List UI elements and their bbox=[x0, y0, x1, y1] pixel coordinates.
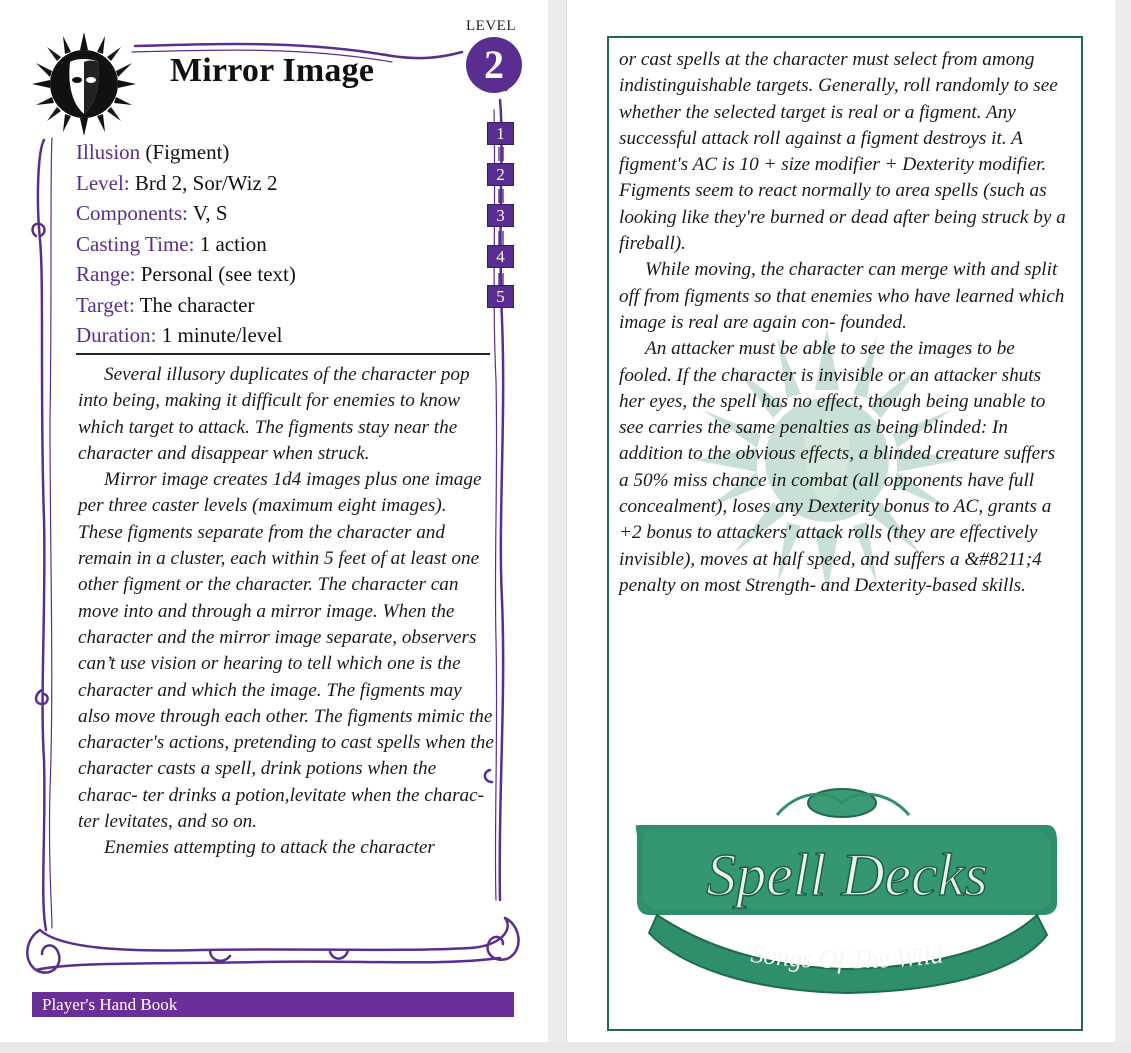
stat-label: Target: bbox=[76, 292, 135, 317]
description-paragraph: Mirror image creates 1d4 images plus one image per three caster levels (maximum eight images). These figments separate from the character and remain in a cluster, each within 5 feet of at least one other figment or the character. The character can move into and through a mirror image. When the character and the mirror image separate, observers can’t use vision or hearing to tell which one is the character and which the image. The figments may also move through each other. The figments mimic the character's actions, pretending to cast spells when the character casts a spell, drink potions when the charac- ter drinks a potion,levitate when the charac- ter levitates, and so on. bbox=[78, 469, 494, 833]
stat-label: Level: bbox=[76, 170, 130, 195]
stat-level bbox=[76, 168, 486, 199]
description-paragraph: Several illusory duplicates of the character pop into being, making it difficult for enemies to know which target to attack. The figments stay near the character and disappear when struck. bbox=[78, 364, 470, 464]
spell-description-continued bbox=[619, 47, 1069, 599]
sun-mask-emblem-icon bbox=[30, 30, 138, 138]
stat-value: 1 action bbox=[199, 231, 267, 256]
stat-label: Components: bbox=[76, 201, 189, 225]
back-card bbox=[566, 0, 1116, 1053]
description-paragraph: While moving, the character can merge with and split off from figments so that enemies who have learned which image is real are again con- founded. bbox=[619, 259, 1065, 333]
level-badge: 2 bbox=[466, 37, 522, 93]
stat-label: Illusion bbox=[76, 140, 141, 164]
stat-value: Personal (see text) bbox=[140, 262, 296, 286]
divider bbox=[76, 353, 490, 355]
stat-label: Duration: bbox=[76, 323, 157, 347]
stat-components bbox=[76, 198, 486, 229]
stat-label: Range: bbox=[76, 262, 136, 286]
level-tab-2: 2 bbox=[487, 163, 514, 186]
spell-stats bbox=[76, 137, 486, 351]
stat-school bbox=[76, 137, 486, 168]
stat-value: 1 minute/level bbox=[161, 323, 283, 347]
level-tab-1: 1 bbox=[487, 122, 514, 145]
spell-decks-logo-icon bbox=[627, 785, 1067, 1000]
logo-title: Spell Decks bbox=[706, 842, 988, 908]
scan-edge bbox=[0, 1042, 1131, 1053]
level-label: LEVEL bbox=[466, 18, 516, 34]
stat-target bbox=[76, 290, 486, 321]
stat-value: Brd 2, Sor/Wiz 2 bbox=[134, 170, 278, 195]
spell-decks-logo bbox=[627, 785, 1067, 1000]
description-paragraph: An attacker must be able to see the images to be fooled. If the character is invisible or an attacker shuts her eyes, the spell has no effect, though being unable to see carries the same penalties as being blinded: In addition to the obvious effects, a blinded creature suffers a 50% miss chance in combat (all opponents have full concealment), loses any Dexterity bonus to AC, grants a +2 bonus to attackers' attack rolls (they are effectively invisible), moves at half speed, and suffers a &#8211;4 penalty on most Strength- and Dexterity-based skills. bbox=[619, 338, 1056, 596]
source-footer: Player's Hand Book bbox=[32, 992, 514, 1017]
description-paragraph: Enemies attempting to attack the character bbox=[104, 837, 435, 859]
stat-value: The character bbox=[139, 292, 255, 317]
card-gap bbox=[548, 0, 566, 1053]
scan-edge bbox=[1115, 0, 1131, 1053]
front-card bbox=[0, 0, 549, 1053]
stat-label: Casting Time: bbox=[76, 231, 195, 256]
level-tab-4: 4 bbox=[487, 245, 514, 268]
level-tab-5: 5 bbox=[487, 285, 514, 308]
description-paragraph: or cast spells at the character must select from among indistinguishable targets. Generally, roll randomly to see whether the selected target is real or a figment. Any successful attack roll against a figment destroys it. A figment's AC is 10 + size modifier + Dexterity modifier. Figments seem to react normally to area spells (such as looking like they're burned or dead after being struck by a fireball). bbox=[619, 49, 1066, 255]
stat-range bbox=[76, 259, 486, 290]
logo-subtitle: Songs Of The Wild bbox=[749, 938, 945, 975]
spell-title: Mirror Image bbox=[170, 52, 375, 89]
level-tab-3: 3 bbox=[487, 204, 514, 227]
stat-casting-time bbox=[76, 229, 486, 260]
stat-duration bbox=[76, 320, 486, 351]
stat-value: V, S bbox=[192, 201, 228, 225]
stat-value: (Figment) bbox=[145, 140, 230, 164]
spell-description bbox=[78, 362, 494, 862]
